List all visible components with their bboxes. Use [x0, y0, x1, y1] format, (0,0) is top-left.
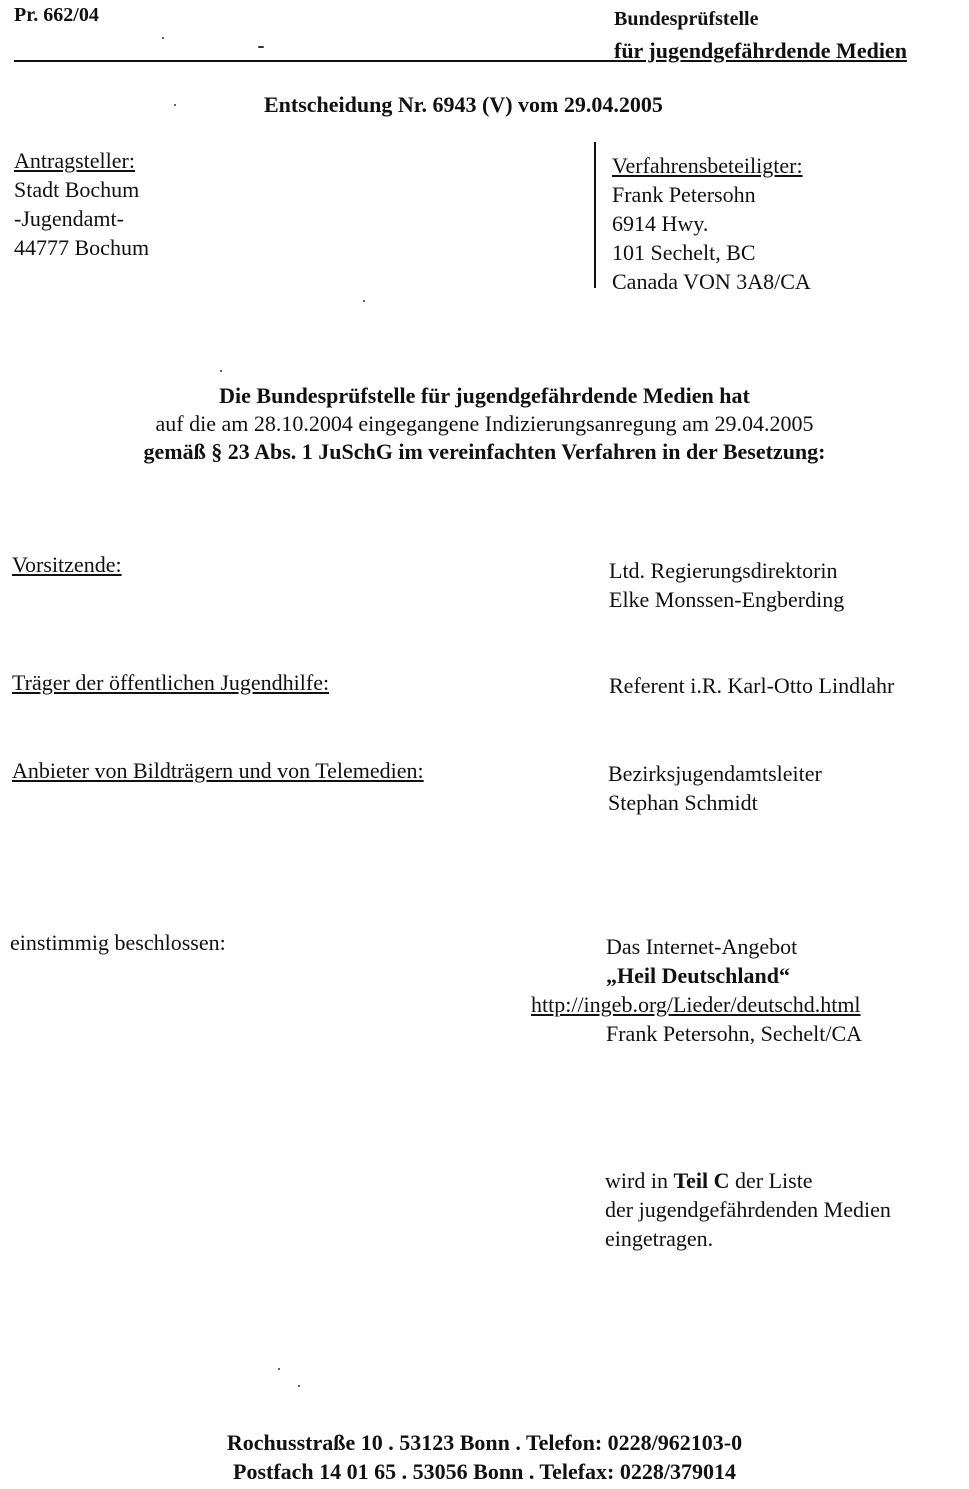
footer-line1: Rochusstraße 10 . 53123 Bonn . Telefon: 0228/962103-0 [226, 1430, 743, 1455]
panel-member-chair [609, 556, 844, 614]
party-label: Verfahrensbeteiligter: [612, 153, 803, 178]
party-line: Canada VON 3A8/CA [612, 269, 811, 294]
scan-speck [220, 370, 222, 372]
party-line: Frank Petersohn [612, 182, 756, 207]
footer-address [0, 1428, 969, 1486]
resolution-label: einstimmig beschlossen: [10, 930, 226, 955]
outcome-pre: wird in [605, 1168, 674, 1193]
party-divider [594, 142, 596, 288]
file-number: Pr. 662/04 [14, 4, 99, 26]
authority-name-line2: für jugendgefährdende Medien [614, 38, 907, 63]
scan-speck [278, 1368, 280, 1370]
panel-role-media-providers: Anbieter von Bildträgern und von Telemedien: [12, 758, 424, 783]
outcome-post: der Liste [729, 1168, 813, 1193]
intro-line2: auf die am 28.10.2004 eingegangene Indizierungsanregung am 29.04.2005 [155, 411, 814, 436]
applicant-line: 44777 Bochum [14, 235, 150, 260]
header-rule [14, 60, 614, 62]
outcome-block [605, 1166, 891, 1253]
panel-role-chair: Vorsitzende: [12, 552, 122, 577]
outcome-line2: der jugendgefährdenden Medien [605, 1197, 891, 1222]
outcome-list-part: Teil C [673, 1168, 730, 1193]
panel-role-youth-welfare: Träger der öffentlichen Jugendhilfe: [12, 670, 330, 695]
scan-speck [258, 46, 264, 48]
panel-member-line: Stephan Schmidt [608, 790, 758, 815]
scan-speck [298, 1385, 300, 1387]
panel-member-line: Elke Monssen-Engberding [609, 587, 845, 612]
scan-speck [363, 300, 365, 302]
intro-paragraph [0, 382, 969, 466]
offer-url: http://ingeb.org/Lieder/deutschd.html [531, 992, 861, 1017]
outcome-line1 [605, 1166, 891, 1195]
panel-member-media-providers [608, 759, 822, 817]
panel-member-youth-welfare: Referent i.R. Karl-Otto Lindlahr [609, 673, 895, 698]
authority-name-line1: Bundesprüfstelle [614, 8, 759, 30]
applicant-line: -Jugendamt- [14, 206, 124, 231]
panel-member-line: Bezirksjugendamtsleiter [608, 761, 822, 786]
intro-line3: gemäß § 23 Abs. 1 JuSchG im vereinfachten Verfahren in der Besetzung: [143, 439, 826, 464]
party-block [612, 151, 811, 296]
offer-title: „Heil Deutschland“ [606, 963, 790, 988]
offer-owner: Frank Petersohn, Sechelt/CA [606, 1021, 863, 1046]
footer-line2: Postfach 14 01 65 . 53056 Bonn . Telefax: 0228/379014 [233, 1459, 736, 1484]
party-line: 101 Sechelt, BC [612, 240, 756, 265]
scan-speck [174, 104, 176, 106]
decision-title: Entscheidung Nr. 6943 (V) vom 29.04.2005 [264, 92, 663, 117]
offer-intro: Das Internet-Angebot [606, 934, 798, 959]
intro-line1: Die Bundesprüfstelle für jugendgefährdende Medien hat [219, 383, 750, 408]
panel-member-line: Ltd. Regierungsdirektorin [609, 558, 838, 583]
applicant-line: Stadt Bochum [14, 177, 140, 202]
applicant-label: Antragsteller: [14, 148, 135, 173]
outcome-line3: eingetragen. [605, 1226, 714, 1251]
scan-speck [162, 37, 164, 39]
applicant-block [14, 146, 149, 262]
party-line: 6914 Hwy. [612, 211, 709, 236]
